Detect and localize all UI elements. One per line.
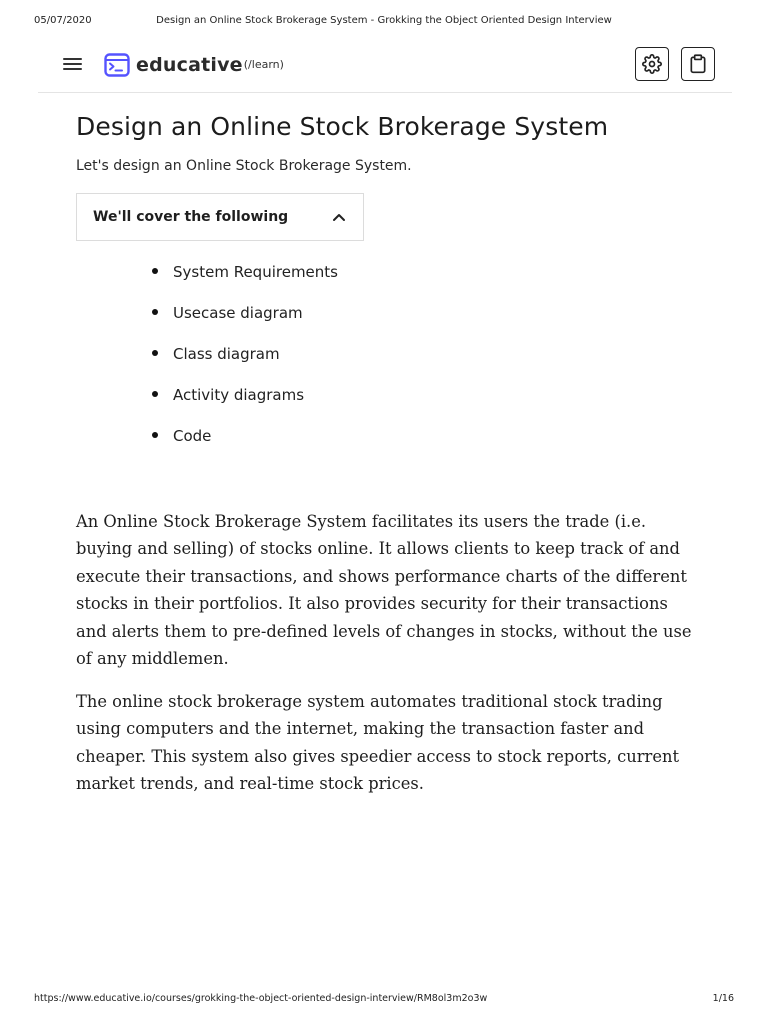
clipboard-icon <box>689 54 707 74</box>
settings-button[interactable] <box>635 47 669 81</box>
body-paragraph: An Online Stock Brokerage System facilitates its users the trade (i.e. buying and selling) of stocks online. It allows clients to keep track of and execute their transactions, and shows performance charts of the different stocks in their portfolios. It also provides security for their transactions and alerts them to pre-defined levels of changes in stocks, without the use of any middlemen. <box>76 512 692 669</box>
page-title: Design an Online Stock Brokerage System <box>76 112 609 141</box>
bullet-icon <box>152 432 158 438</box>
bullet-icon <box>152 350 158 356</box>
bullet-icon <box>152 309 158 315</box>
toc-link-class-diagram[interactable]: Class diagram <box>173 345 280 363</box>
page-number: 1/16 <box>712 993 734 1004</box>
bullet-icon <box>152 268 158 274</box>
print-date: 05/07/2020 <box>34 15 92 26</box>
brand-logo-link[interactable] <box>104 51 284 79</box>
toc-toggle[interactable] <box>76 193 364 241</box>
toc-link-system-requirements[interactable]: System Requirements <box>173 263 338 281</box>
toc-link-code[interactable]: Code <box>173 427 212 445</box>
intro-text: Let's design an Online Stock Brokerage System. <box>76 158 412 174</box>
toc-title: We'll cover the following <box>93 209 289 225</box>
brand-suffix: (/learn) <box>243 57 284 71</box>
print-url: https://www.educative.io/courses/grokking-the-object-oriented-design-interview/RM8ol3m2o3w <box>34 993 488 1004</box>
gear-icon <box>642 54 662 74</box>
toc-link-usecase-diagram[interactable]: Usecase diagram <box>173 304 303 322</box>
educative-logo-icon <box>104 52 130 78</box>
toc-link-activity-diagrams[interactable]: Activity diagrams <box>173 386 305 404</box>
brand-name: educative <box>136 54 243 76</box>
print-header <box>34 15 734 29</box>
hamburger-menu-icon[interactable] <box>63 56 83 72</box>
print-footer <box>34 993 734 1007</box>
clipboard-button[interactable] <box>681 47 715 81</box>
top-navigation-bar <box>38 44 732 93</box>
bullet-icon <box>152 391 158 397</box>
chevron-up-icon <box>332 212 346 222</box>
body-paragraph: The online stock brokerage system automates traditional stock trading using computers and the internet, making the transaction faster and cheaper. This system also gives speedier access to stock reports, current market trends, and real-time stock prices. <box>76 692 679 794</box>
print-document-title: Design an Online Stock Brokerage System - Grokking the Object Oriented Design Interview <box>156 15 612 26</box>
